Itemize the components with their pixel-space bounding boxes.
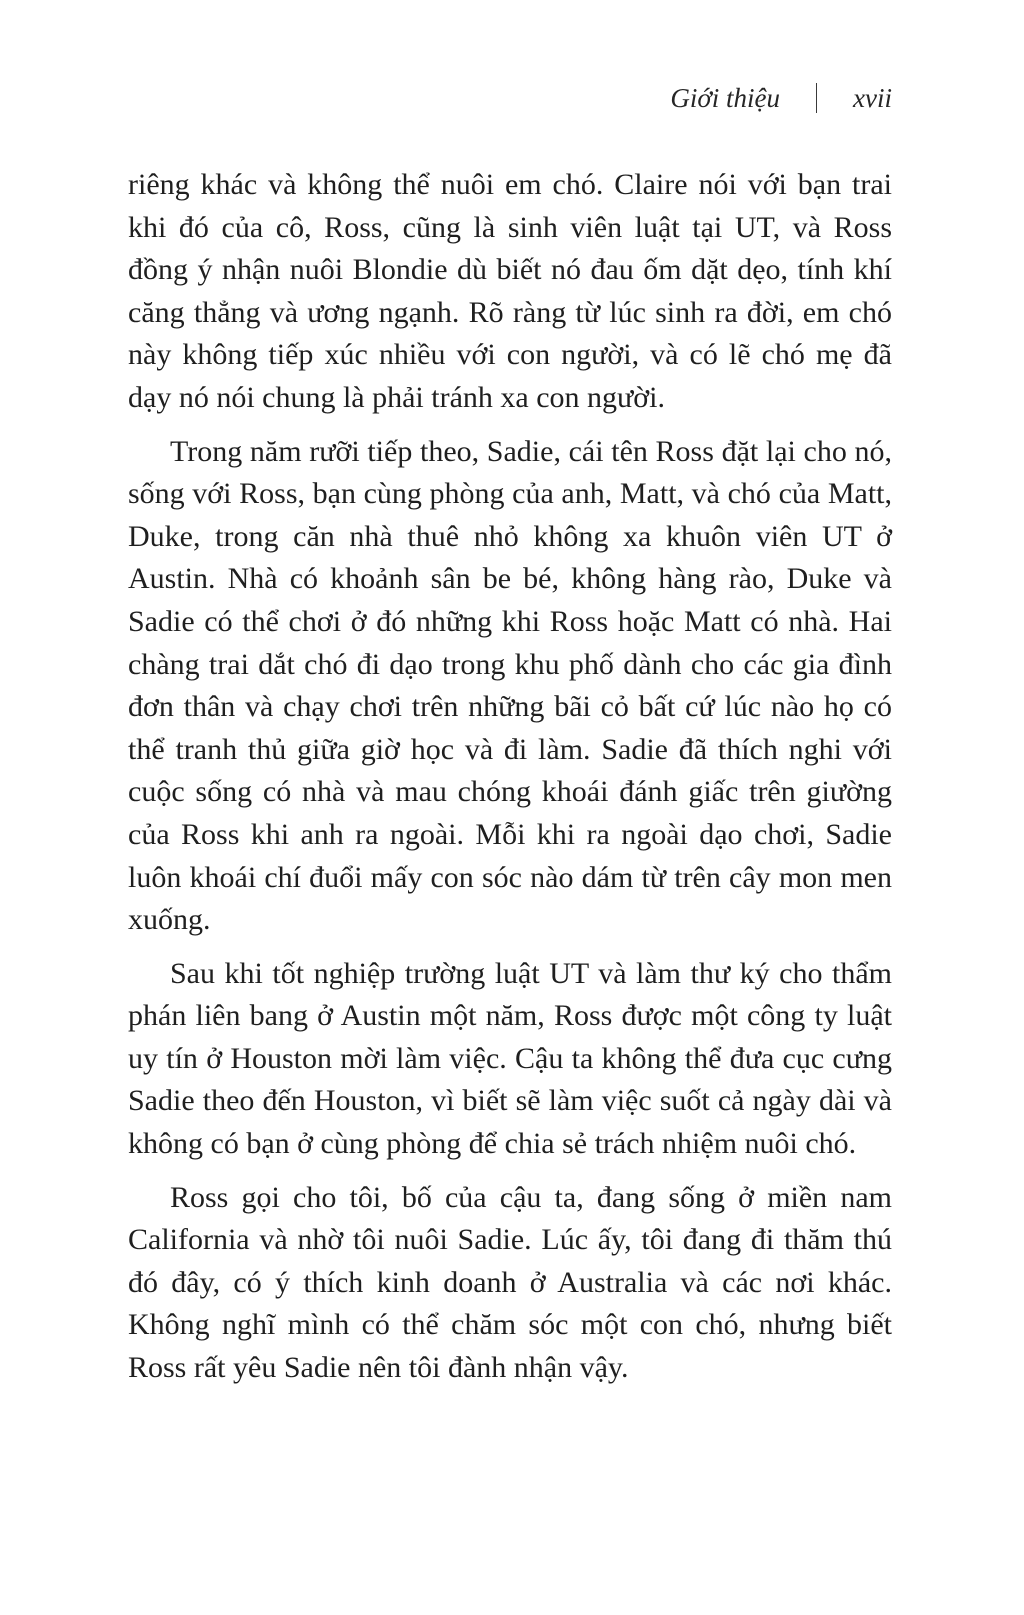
- running-head-section-title: Giới thiệu: [670, 83, 781, 113]
- page-number: xvii: [853, 83, 892, 113]
- body-text: [128, 164, 892, 1390]
- paragraph: riêng khác và không thể nuôi em chó. Claire nói với bạn trai khi đó của cô, Ross, cũng là sinh viên luật tại UT, và Ross đồng ý nhận nuôi Blondie dù biết nó đau ốm dặt dẹo, tính khí căng thẳng và ương ngạnh. Rõ ràng từ lúc sinh ra đời, em chó này không tiếp xúc nhiều với con người, và có lẽ chó mẹ đã dạy nó nói chung là phải tránh xa con người.: [128, 168, 892, 414]
- paragraph: Ross gọi cho tôi, bố của cậu ta, đang sống ở miền nam California và nhờ tôi nuôi Sadie. Lúc ấy, tôi đang đi thăm thú đó đây, có ý thích kinh doanh ở Australia và các nơi khác. Không nghĩ mình có thể chăm sóc một con chó, nhưng biết Ross rất yêu Sadie nên tôi đành nhận vậy.: [128, 1180, 892, 1385]
- paragraph: Trong năm rưỡi tiếp theo, Sadie, cái tên Ross đặt lại cho nó, sống với Ross, bạn cùng phòng của anh, Matt, và chó của Matt, Duke, trong căn nhà thuê nhỏ không xa khuôn viên UT ở Austin. Nhà có khoảnh sân be bé, không hàng rào, Duke và Sadie có thể chơi ở đó những khi Ross hoặc Matt có nhà. Hai chàng trai dắt chó đi dạo trong khu phố dành cho các gia đình đơn thân và chạy chơi trên những bãi cỏ bất cứ lúc nào họ có thể tranh thủ giữa giờ học và đi làm. Sadie đã thích nghi với cuộc sống có nhà và mau chóng khoái đánh giấc trên giường của Ross khi anh ra ngoài. Mỗi khi ra ngoài dạo chơi, Sadie luôn khoái chí đuổi mấy con sóc nào dám từ trên cây mon men xuống.: [128, 434, 892, 937]
- paragraph: Sau khi tốt nghiệp trường luật UT và làm thư ký cho thẩm phán liên bang ở Austin một năm, Ross được một công ty luật uy tín ở Houston mời làm việc. Cậu ta không thể đưa cục cưng Sadie theo đến Houston, vì biết sẽ làm việc suốt cả ngày dài và không có bạn ở cùng phòng để chia sẻ trách nhiệm nuôi chó.: [128, 956, 892, 1161]
- page-content: [128, 0, 892, 1390]
- header-divider: [816, 83, 817, 113]
- page-header: [128, 82, 892, 114]
